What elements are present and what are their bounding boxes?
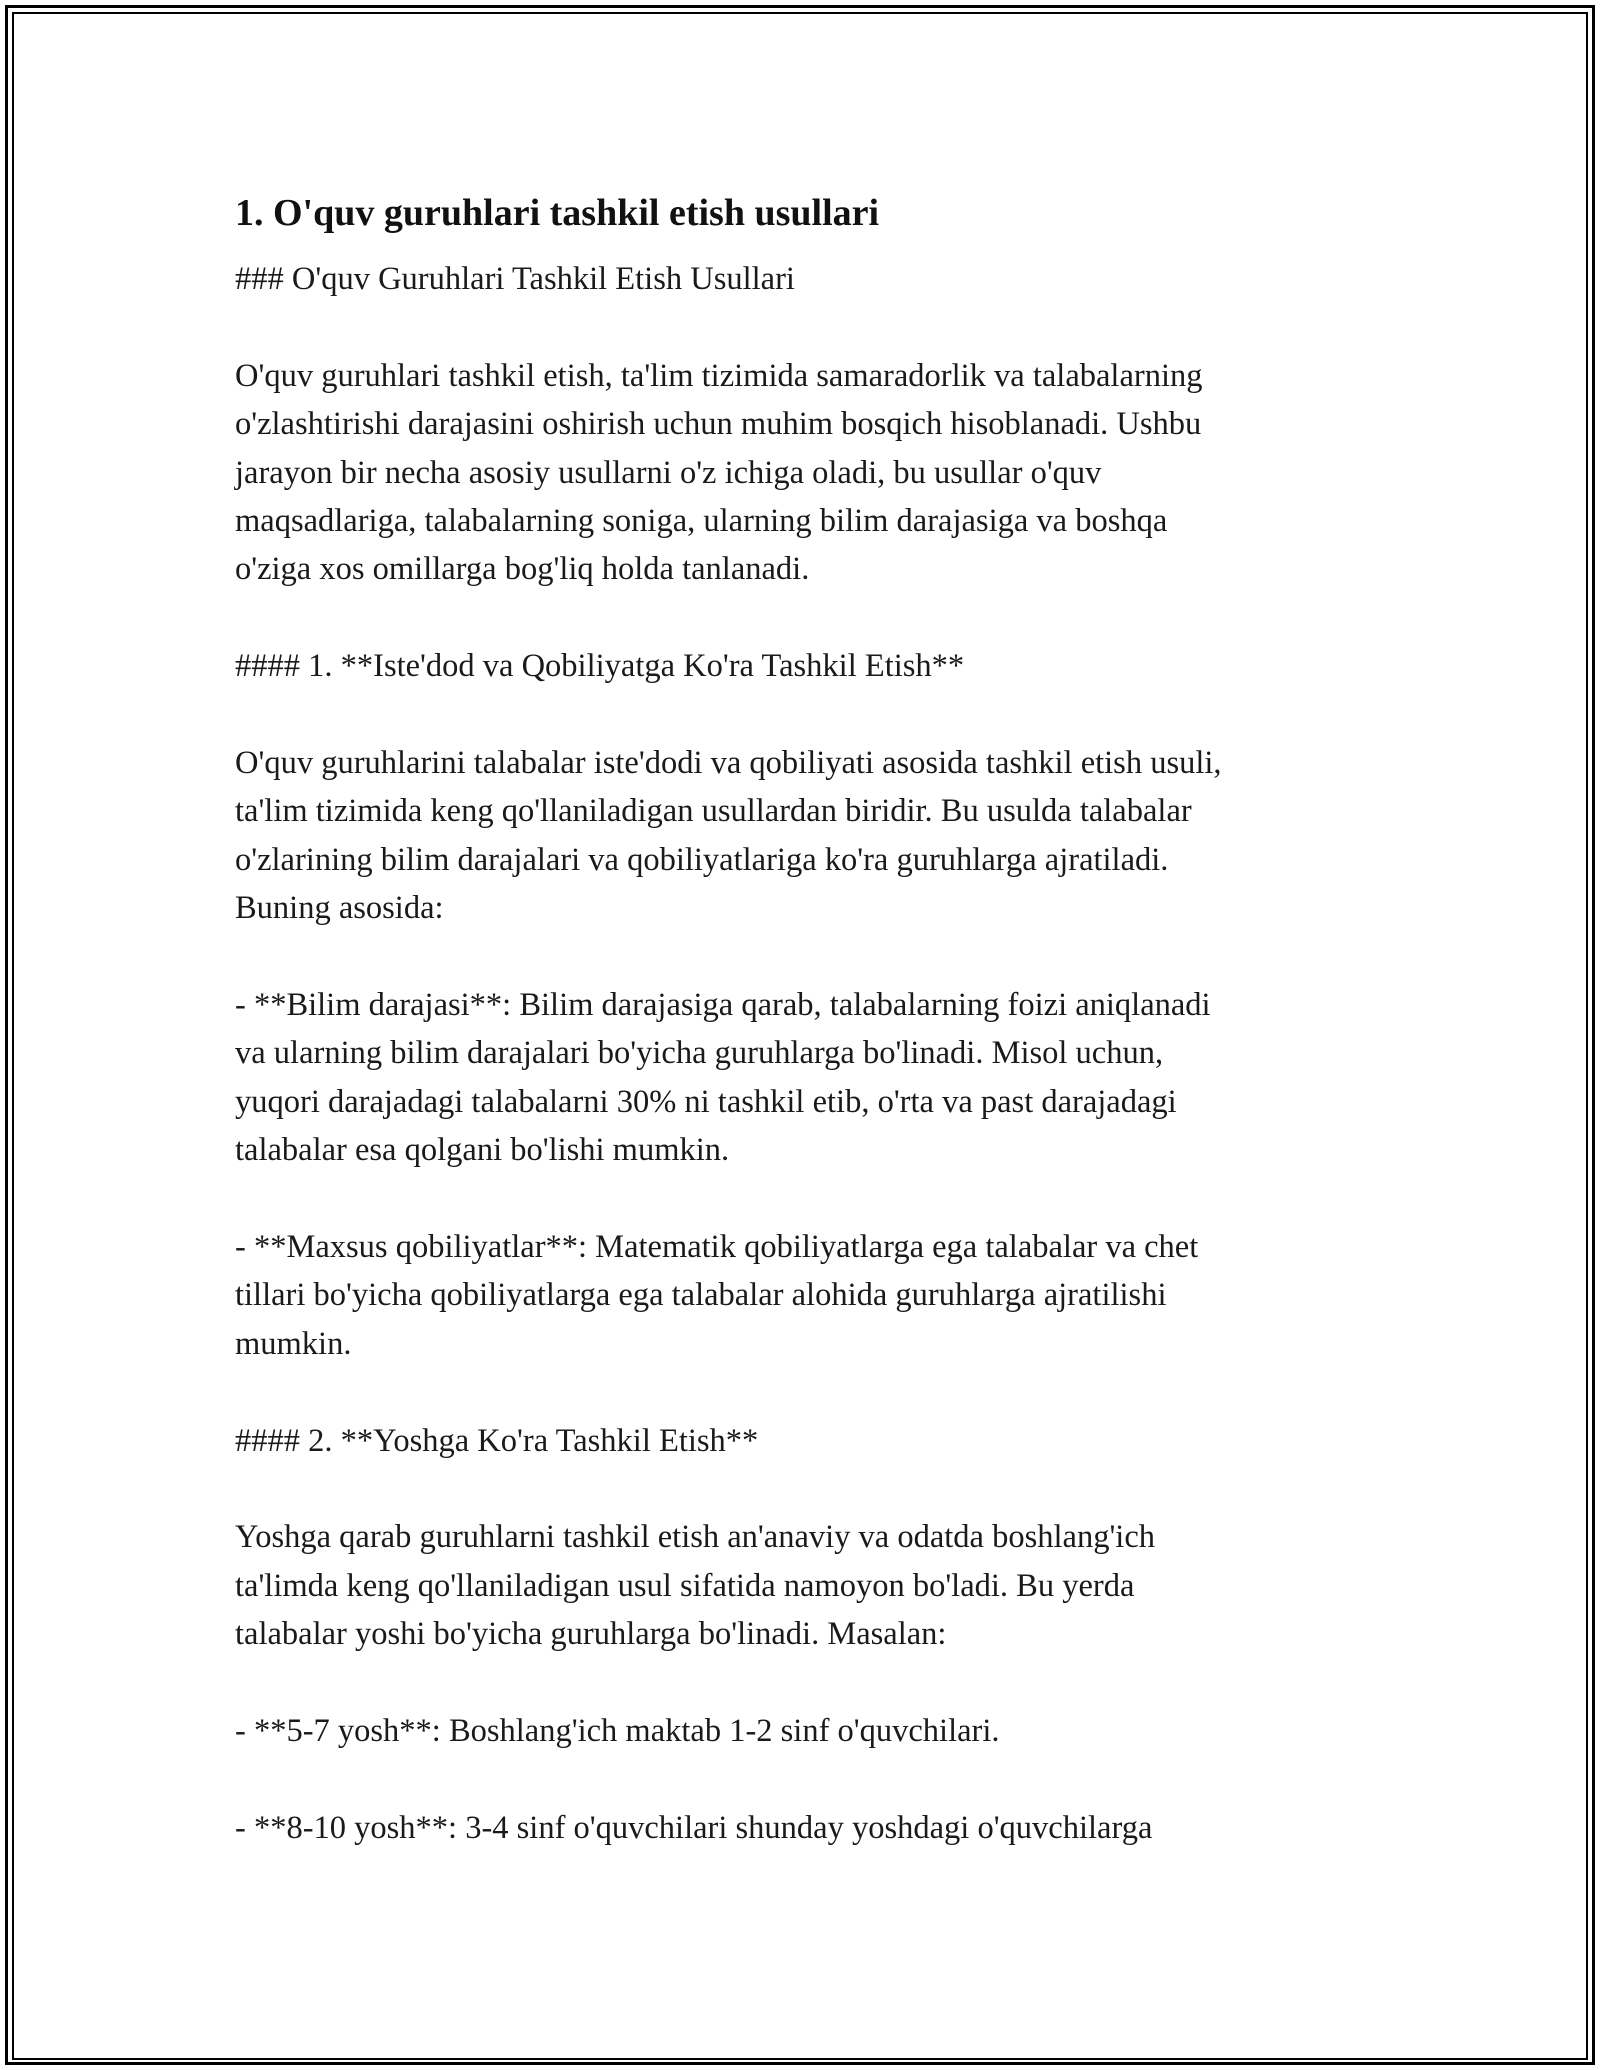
- spacer: [235, 1659, 1375, 1707]
- spacer: [235, 303, 1375, 351]
- spacer: [235, 1175, 1375, 1223]
- section-heading-markdown: ### O'quv Guruhlari Tashkil Etish Usullari: [235, 261, 795, 297]
- intro-paragraph: O'quv guruhlari tashkil etish, ta'lim tizimida samaradorlik va talabalarning o'zlashtirishi darajasini oshirish uchun muhim bosqich hisoblanadi. Ushbu jarayon bir necha asosiy usullarni o'z ichiga oladi, bu usullar o'quv maqsadlariga, talabalarning soniga, ularning bilim darajasiga va boshqa o'ziga xos omillarga bog'liq holda tanlanadi.: [235, 357, 1203, 588]
- list-item-special-abilities: - **Maxsus qobiliyatlar**: Matematik qobiliyatlarga ega talabalar va chet tillari bo'yicha qobiliyatlarga ega talabalar alohida guruhlarga ajratilishi mumkin.: [235, 1229, 1199, 1362]
- talent-paragraph: O'quv guruhlarini talabalar iste'dodi va qobiliyati asosida tashkil etish usuli, ta'lim tizimida keng qo'llaniladigan usullardan biridir. Bu usulda talabalar o'zlarining bilim darajalari va qobiliyatlariga ko'ra guruhlarga ajratiladi. Buning asosida:: [235, 745, 1222, 927]
- list-item-age-5-7: - **5-7 yosh**: Boshlang'ich maktab 1-2 sinf o'quvchilari.: [235, 1713, 1000, 1750]
- spacer: [235, 240, 1375, 255]
- document-title: 1. O'quv guruhlari tashkil etish usullari: [235, 192, 880, 234]
- list-item-age-8-10: - **8-10 yosh**: 3-4 sinf o'quvchilari shunday yoshdagi o'quvchilarga: [235, 1809, 1153, 1846]
- spacer: [235, 594, 1375, 642]
- subheading-talent: #### 1. **Iste'dod va Qobiliyatga Ko'ra Tashkil Etish**: [235, 648, 965, 685]
- age-paragraph: Yoshga qarab guruhlarni tashkil etish an'anaviy va odatda boshlang'ich ta'limda keng qo'llaniladigan usul sifatida namoyon bo'ladi. Bu yerda talabalar yoshi bo'yicha guruhlarga bo'linadi. Masalan:: [235, 1519, 1156, 1653]
- spacer: [235, 1465, 1375, 1513]
- spacer: [235, 1368, 1375, 1416]
- subheading-age: #### 2. **Yoshga Ko'ra Tashkil Etish**: [235, 1422, 759, 1459]
- spacer: [235, 1755, 1375, 1803]
- spacer: [235, 691, 1375, 739]
- spacer: [235, 933, 1375, 981]
- document-body: [235, 186, 1375, 1852]
- list-item-knowledge-level: - **Bilim darajasi**: Bilim darajasiga qarab, talabalarning foizi aniqlanadi va ularning bilim darajalari bo'yicha guruhlarga bo'linadi. Misol uchun, yuqori darajadagi talabalarni 30% ni tashkil etib, o'rta va past darajadagi talabalar esa qolgani bo'lishi mumkin.: [235, 987, 1211, 1169]
